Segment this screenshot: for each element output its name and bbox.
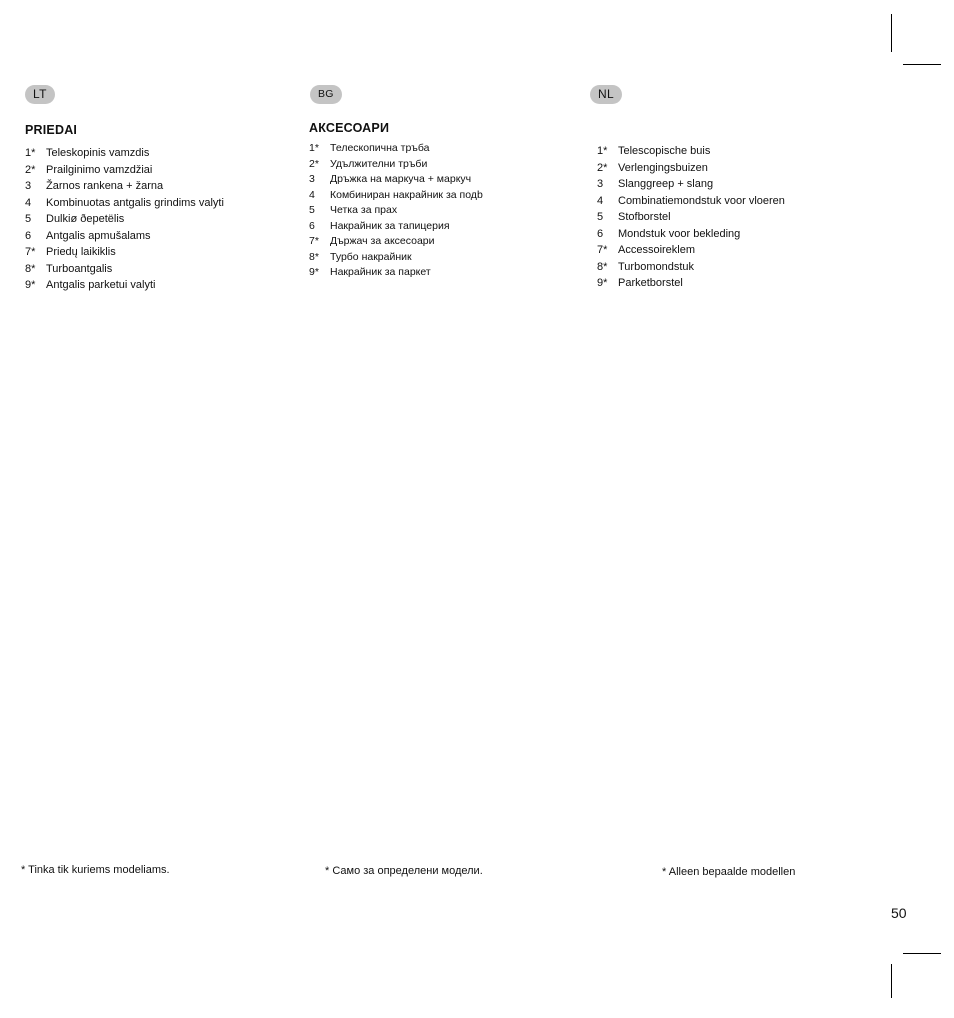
item-number: 5 (597, 211, 604, 223)
footnote-nl: * Alleen bepaalde modellen (662, 866, 796, 878)
accessory-list-bg (309, 141, 483, 281)
item-number: 7* (309, 235, 319, 247)
language-badge-lt: LT (25, 85, 55, 104)
accessory-list-nl (597, 143, 785, 292)
item-label: Накрайник за паркет (330, 266, 431, 278)
item-number: 9* (25, 279, 36, 291)
item-number: 1* (309, 142, 319, 154)
crop-mark-bottom-horizontal (903, 953, 941, 954)
item-label: Комбиниран накрайник за подb (330, 188, 483, 201)
list-item (25, 195, 224, 212)
item-number: 6 (309, 219, 315, 232)
section-heading-lt: PRIEDAI (25, 123, 78, 137)
item-number: 3 (25, 180, 32, 192)
item-number: 7* (25, 246, 36, 258)
list-item (597, 209, 785, 226)
list-item (25, 228, 224, 245)
item-label: Antgalis apmušalams (46, 229, 151, 242)
item-number: 8* (309, 250, 319, 263)
list-item (309, 188, 483, 204)
item-label: Kombinuotas antgalis grindims valyti (46, 196, 224, 209)
item-number: 2* (25, 163, 36, 176)
item-label: Удължителни тръби (330, 157, 428, 170)
list-item (309, 141, 483, 157)
item-label: Turboantgalis (46, 262, 113, 275)
item-number: 6 (25, 229, 32, 242)
item-label: Накрайник за тапицерия (330, 219, 450, 232)
list-item (309, 265, 483, 281)
item-number: 2* (309, 157, 319, 170)
item-label: Държач за аксесоари (330, 235, 435, 247)
item-label: Žarnos rankena + žarna (46, 180, 164, 192)
item-number: 5 (25, 213, 32, 225)
list-item (597, 193, 785, 210)
item-number: 7* (597, 244, 608, 256)
item-label: Dulkiø ðepetëlis (46, 213, 125, 225)
list-item (309, 234, 483, 250)
list-item (25, 244, 224, 261)
item-label: Четка за прах (330, 204, 398, 216)
item-number: 2* (597, 161, 608, 174)
list-item (597, 226, 785, 243)
item-number: 4 (309, 188, 315, 201)
crop-mark-top-horizontal (903, 64, 941, 65)
item-label: Prailginimo vamzdžiai (46, 163, 153, 176)
item-number: 8* (597, 260, 608, 273)
item-label: Турбо накрайник (330, 250, 412, 263)
item-number: 6 (597, 227, 604, 240)
item-label: Mondstuk voor bekleding (618, 227, 741, 240)
list-item (597, 275, 785, 292)
item-label: Turbomondstuk (618, 260, 695, 273)
accessory-list-lt (25, 145, 224, 294)
item-number: 8* (25, 262, 36, 275)
list-item (25, 211, 224, 228)
item-label: Antgalis parketui valyti (46, 279, 156, 291)
item-number: 4 (597, 194, 604, 207)
item-label: Stofborstel (618, 211, 671, 223)
list-item (597, 259, 785, 276)
section-heading-bg: АКСЕСОАРИ (309, 121, 390, 135)
item-label: Priedų laikiklis (46, 246, 116, 258)
item-number: 3 (597, 178, 604, 190)
item-number: 4 (25, 196, 32, 209)
list-item (309, 250, 483, 266)
item-label: Accessoireklem (618, 244, 696, 256)
list-item (25, 261, 224, 278)
item-number: 9* (309, 266, 319, 278)
item-label: Parketborstel (618, 277, 683, 289)
crop-mark-bottom-vertical (891, 964, 892, 998)
language-badge-nl: NL (590, 85, 622, 104)
list-item (25, 162, 224, 179)
list-item (25, 178, 224, 195)
item-label: Teleskopinis vamzdis (46, 147, 150, 159)
crop-mark-top-vertical (891, 14, 892, 52)
list-item (309, 172, 483, 188)
item-label: Телескопична тръба (330, 142, 430, 154)
list-item (597, 176, 785, 193)
language-badge-bg: BG (310, 85, 342, 104)
item-label: Дръжка на маркуча + маркуч (330, 173, 472, 185)
list-item (309, 203, 483, 219)
item-number: 1* (25, 147, 36, 159)
list-item (597, 242, 785, 259)
list-item (25, 145, 224, 162)
list-item (597, 160, 785, 177)
item-number: 5 (309, 204, 315, 216)
item-number: 1* (597, 145, 608, 157)
list-item (25, 277, 224, 294)
footnote-lt: * Tinka tik kuriems modeliams. (21, 864, 170, 876)
item-label: Slanggreep + slang (618, 178, 714, 190)
page-number: 50 (891, 905, 907, 921)
item-label: Verlengingsbuizen (618, 161, 708, 174)
list-item (309, 157, 483, 173)
item-label: Combinatiemondstuk voor vloeren (618, 194, 785, 207)
item-label: Telescopische buis (618, 145, 711, 157)
item-number: 3 (309, 173, 315, 185)
item-number: 9* (597, 277, 608, 289)
list-item (309, 219, 483, 235)
footnote-bg: * Само за определени модели. (325, 865, 483, 877)
list-item (597, 143, 785, 160)
